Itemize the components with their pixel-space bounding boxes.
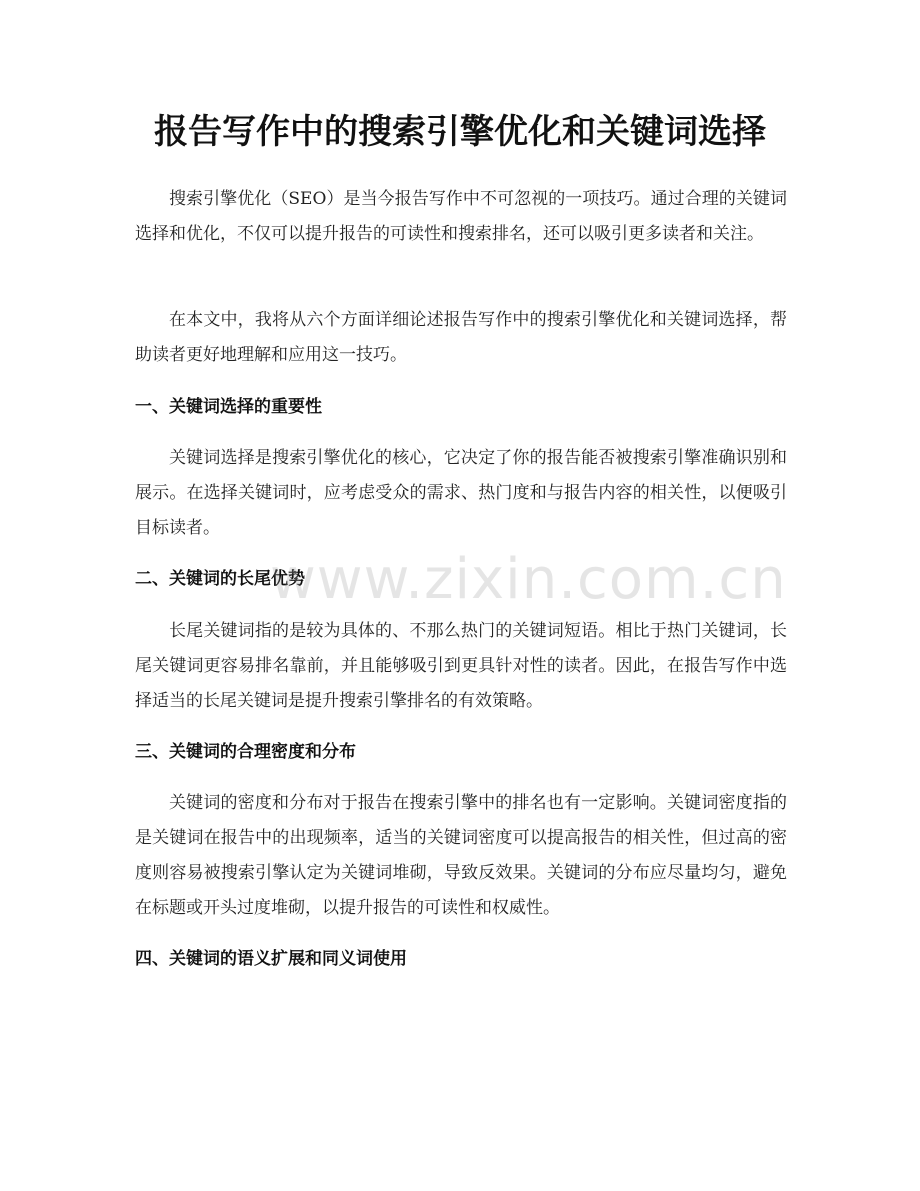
section-1-heading: 一、关键词选择的重要性 xyxy=(135,397,322,417)
intro-paragraph-2: 在本文中，我将从六个方面详细论述报告写作中的搜索引擎优化和关键词选择，帮助读者更好地理解和应用这一技巧。 xyxy=(135,310,787,365)
intro-paragraph-1: 搜索引擎优化（SEO）是当今报告写作中不可忽视的一项技巧。通过合理的关键词选择和优化，不仅可以提升报告的可读性和搜索排名，还可以吸引更多读者和关注。 xyxy=(135,189,787,244)
section-3-body: 关键词的密度和分布对于报告在搜索引擎中的排名也有一定影响。关键词密度指的是关键词在报告中的出现频率，适当的关键词密度可以提高报告的相关性，但过高的密度则容易被搜索引擎认定为关键词堆砌，导致反效果。关键词的分布应尽量均匀，避免在标题或开头过度堆砌，以提升报告的可读性和权威性。 xyxy=(135,793,787,918)
section-4-heading: 四、关键词的语义扩展和同义词使用 xyxy=(135,949,407,969)
watermark-text: www.zixin.com.cn xyxy=(270,547,787,612)
section-2-heading: 二、关键词的长尾优势 xyxy=(135,569,305,589)
section-2-body: 长尾关键词指的是较为具体的、不那么热门的关键词短语。相比于热门关键词，长尾关键词更容易排名靠前，并且能够吸引到更具针对性的读者。因此，在报告写作中选择适当的长尾关键词是提升搜索引擎排名的有效策略。 xyxy=(135,621,787,711)
section-3-heading: 三、关键词的合理密度和分布 xyxy=(135,742,356,762)
section-1-body: 关键词选择是搜索引擎优化的核心，它决定了你的报告能否被搜索引擎准确识别和展示。在选择关键词时，应考虑受众的需求、热门度和与报告内容的相关性，以便吸引目标读者。 xyxy=(135,448,787,538)
document-title: 报告写作中的搜索引擎优化和关键词选择 xyxy=(154,112,766,152)
